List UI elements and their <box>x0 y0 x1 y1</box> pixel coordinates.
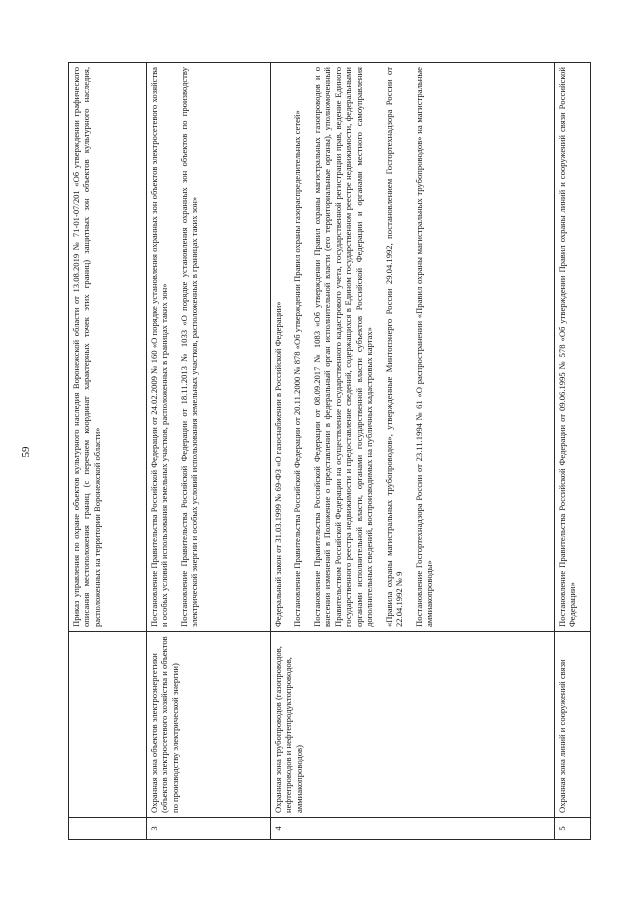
regulation-document: Постановление Правительства Российской Федерации от 09.06.1995 № 578 «Об утверждении Правил охраны линий и сооружений связи Российской Федерации» <box>557 67 578 627</box>
page-number: 59 <box>20 446 32 458</box>
table-row <box>271 63 555 840</box>
regulation-document: Постановление Госгортехнадзора России от 23.11.1994 № 61 «О распространении «Правил охраны магистральных трубопроводов» на магистральные аммиакопроводы» <box>413 67 435 627</box>
table-row <box>69 63 147 840</box>
table-row <box>147 63 271 840</box>
regulation-documents-cell <box>147 63 271 632</box>
regulation-documents-cell <box>271 63 555 632</box>
row-number-cell: 5 <box>555 818 591 840</box>
regulation-document: Постановление Правительства Российской Федерации от 24.02.2009 № 160 «О порядке установления охранных зон объектов электросетевого хозяйства и особых условий использования земельных участков, расположенных в границах таких зон» <box>149 67 170 627</box>
regulation-document: Федеральный закон от 31.03.1999 № 69-ФЗ «О газоснабжении в Российской Федерации» <box>273 301 283 627</box>
table-row <box>555 63 591 840</box>
regulation-documents-cell <box>69 63 147 632</box>
regulation-document: Постановление Правительства Российской Федерации от 20.11.2000 № 878 «Об утверждении Правил охраны газораспределительных сетей» <box>292 110 303 627</box>
zone-name-cell <box>69 632 147 818</box>
regulations-table <box>68 62 591 840</box>
row-number-cell: 3 <box>147 818 271 840</box>
zone-name-cell: Охранная зона объектов электроэнергетики (объектов электросетевого хозяйства и объектов по производству электрической энергии) <box>147 632 271 818</box>
regulation-document: Приказ управления по охране объектов культурного наследия Воронежской области от 13.08.2019 № 71-01-07/201 «Об утверждении графического описания местоположения границ (с перечнем координат характерных точек этих границ) защитных зон объектов культурного наследия, расположенных на территории Воронежской области» <box>71 67 102 627</box>
row-number-cell: 4 <box>271 818 555 840</box>
regulation-documents-cell <box>555 63 591 632</box>
regulation-document: Постановление Правительства Российской Федерации от 08.09.2017 № 1083 «Об утверждении Правил охраны магистральных газопроводов и о внесении изменений в Положение о представлении в федеральный орган исполнительной власти (его территориальные органы), уполномоченный Правительством Российской Федерации на осуществление государственного кадастрового учета, государственной регистрации прав, ведение Единого государственного реестра недвижимости и предоставление сведений, содержащихся в Едином государственном реестре недвижимости, федеральными органами исполнительной власти, органами государственной власти субъектов Российской Федерации и органами местного самоуправления дополнительных сведений, воспроизводимых на публичных кадастровых картах» <box>311 67 375 627</box>
zone-name-cell: Охранная зона линий и сооружений связи <box>555 632 591 818</box>
row-number-cell <box>69 818 147 840</box>
regulation-document: Постановление Правительства Российской Федерации от 18.11.2013 № 1033 «О порядке установления охранных зон объектов по производству электрической энергии и особых условий использования земельных участков, расположенных в границах таких зон» <box>178 67 200 627</box>
regulation-document: «Правила охраны магистральных трубопроводов», утвержденные Минтопэнерго России 29.04.1992, постановлением Госгортехнадзора России от 22.04.1992 № 9 <box>383 67 405 627</box>
rotated-page-content <box>68 62 590 840</box>
zone-name-cell: Охранная зона трубопроводов (газопроводов, нефтепроводов и нефтепродуктопроводов, аммиакопроводов) <box>271 632 555 818</box>
